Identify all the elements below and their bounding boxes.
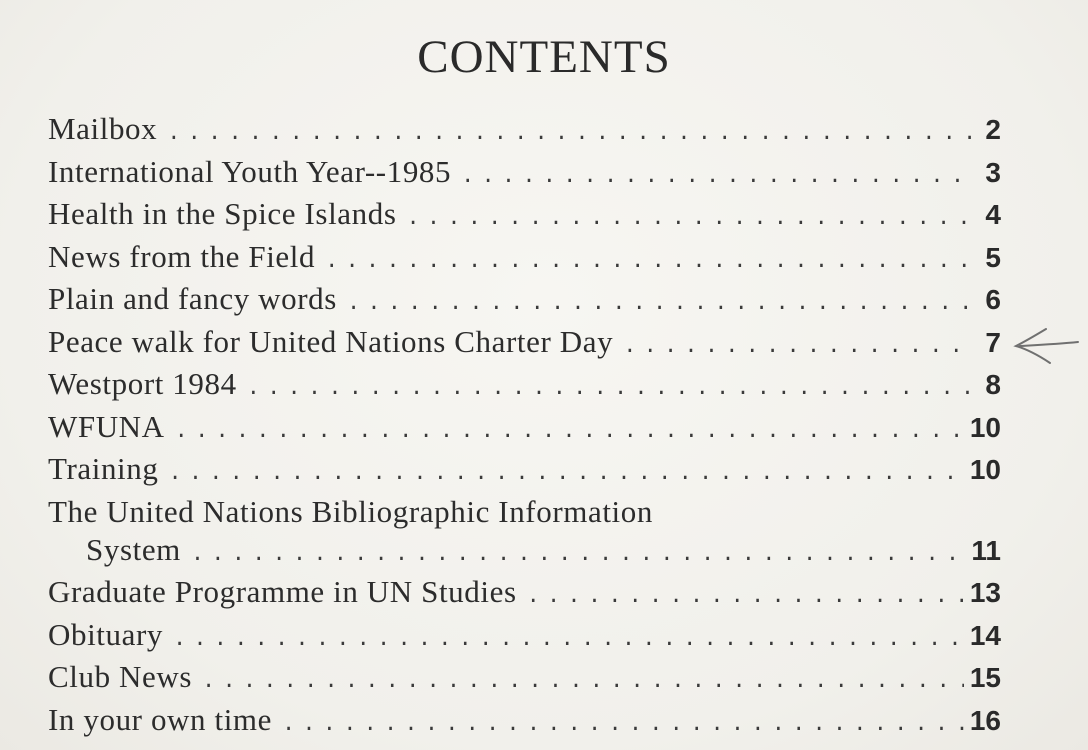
toc-entry-label: Training [48,451,159,486]
toc-entry-page: 16 [969,704,1001,736]
toc-entry-label: Mailbox [48,111,158,146]
dot-leader [191,542,966,567]
handdrawn-arrow-icon [1012,325,1082,369]
toc-entry-news-from-field [48,239,1001,282]
table-of-contents [48,111,1001,744]
page-title: CONTENTS [417,31,671,83]
toc-entry-unbis [48,494,1001,532]
toc-entry-wfuna [48,409,1001,452]
toc-entry-westport [48,366,1001,409]
toc-entry-international-youth-year [48,154,1001,197]
toc-entry-graduate-programme [48,574,1001,617]
toc-entry-page: 7 [985,326,1001,358]
toc-entry-page: 2 [985,114,1001,145]
toc-entry-label-continued: System [86,531,181,567]
toc-entry-label: Westport 1984 [48,366,237,401]
dot-leader [461,164,971,189]
toc-entry-page: 11 [971,534,1001,566]
toc-entry-obituary [48,617,1001,660]
toc-entry-page: 4 [985,199,1001,230]
dot-leader [407,206,971,231]
dot-leader [247,376,971,401]
dot-leader [202,669,964,694]
toc-entry-label: Peace walk for United Nations Charter Day [48,323,614,359]
toc-entry-club-news [48,659,1001,702]
toc-entry-peace-walk [48,324,1001,367]
toc-entry-in-your-own-time [48,702,1001,745]
dot-leader [168,461,963,486]
toc-entry-label: WFUNA [48,408,165,444]
toc-entry-label: In your own time [48,701,272,737]
dot-leader [347,291,971,316]
dot-leader [527,584,964,609]
toc-entry-page: 14 [969,619,1001,651]
dot-leader [623,334,971,359]
toc-entry-page: 5 [985,241,1001,273]
toc-entry-training [48,451,1001,494]
toc-entry-page: 3 [985,156,1001,188]
toc-entry-label: Health in the Spice Islands [48,196,397,231]
toc-entry-label: Obituary [48,616,163,652]
toc-entry-label: News from the Field [48,238,316,274]
toc-entry-page: 10 [969,411,1001,443]
toc-entry-page: 10 [969,454,1001,485]
dot-leader [173,627,964,652]
toc-entry-unbis-continued [48,532,1001,575]
toc-entry-page: 15 [969,662,1001,693]
toc-entry-label: International Youth Year--1985 [48,153,452,189]
dot-leader [325,249,971,274]
toc-entry-label: The United Nations Bibliographic Information [48,493,653,529]
toc-entry-page: 6 [985,284,1001,315]
toc-entry-label: Club News [48,659,193,694]
toc-entry-page: 13 [969,577,1001,608]
dot-leader [175,419,964,444]
toc-entry-page: 8 [985,369,1001,400]
toc-entry-plain-fancy-words [48,281,1001,324]
toc-entry-label: Plain and fancy words [48,281,337,316]
toc-entry-health-spice-islands [48,196,1001,239]
dot-leader [282,712,964,737]
toc-entry-label: Graduate Programme in UN Studies [48,574,517,609]
dot-leader [167,121,971,146]
toc-entry-mailbox [48,111,1001,154]
